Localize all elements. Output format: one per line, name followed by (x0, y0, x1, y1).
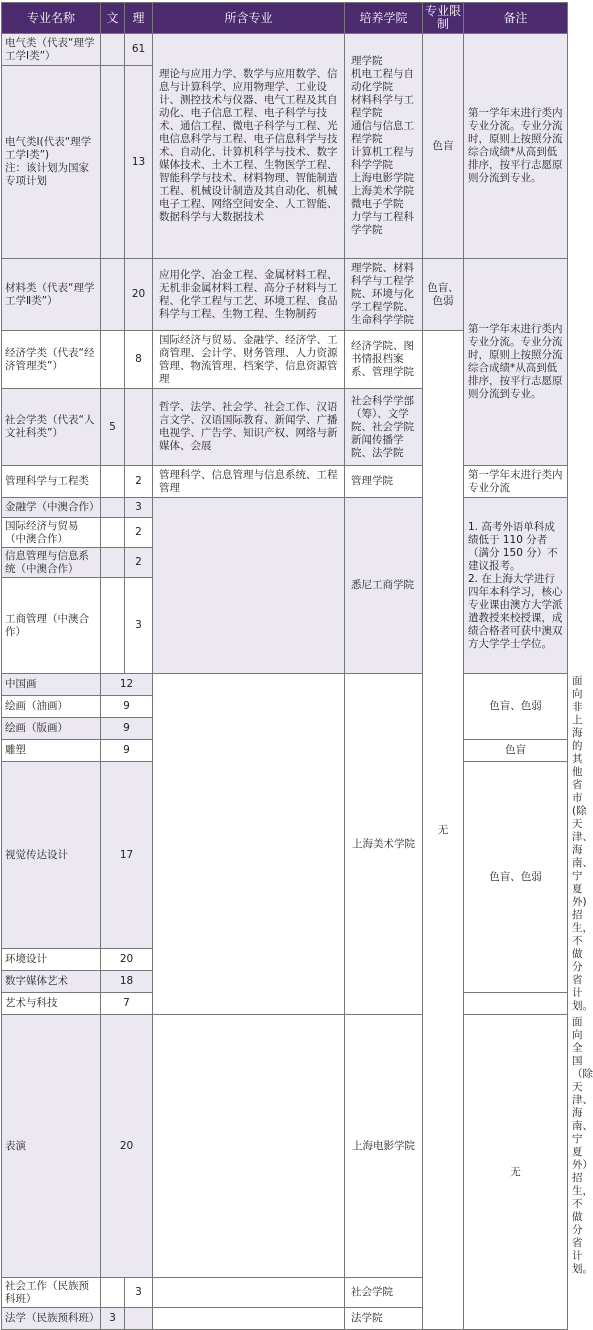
wen-count (101, 331, 125, 389)
major-name: 金融学（中澳合作） (2, 498, 101, 518)
li-count: 3 (125, 498, 153, 518)
restriction-cell: 无 (464, 1015, 568, 1330)
wen-count: 5 (101, 389, 125, 466)
majors-cell: 管理科学、信息管理与信息系统、工程管理 (153, 466, 345, 498)
wen-count: 3 (101, 1308, 125, 1330)
wen-count (101, 34, 125, 66)
major-name: 经济学类（代表“经济管理类”） (2, 331, 101, 389)
li-count: 2 (125, 548, 153, 578)
restriction-cell: 无 (423, 331, 464, 1330)
li-count: 8 (125, 331, 153, 389)
plan-count: 18 (101, 971, 153, 993)
restriction-cell: 色盲 (423, 34, 464, 259)
restriction-cell: 色盲、色弱 (464, 762, 568, 993)
plan-count: 9 (101, 740, 153, 762)
header-majors: 所含专业 (153, 3, 345, 34)
plan-count: 20 (101, 1015, 153, 1278)
major-name: 环境设计 (2, 949, 101, 971)
majors-cell: 理论与应用力学、数学与应用数学、信息与计算科学、应用物理学、工业设计、测控技术与仪器、电气工程及其自动化、电子信息工程、电子科学与技术、通信工程、微电子科学与工程、光电信息科学与工程、电子信息科学与技术、自动化、计算机科学与技术、数字媒体技术、土木工程、生物医学工程、智能科学与技术、材料物理、智能制造工程、机械设计制造及其自动化、机械电子工程、网络空间安全、人工智能、数据科学与大数据技术 (153, 34, 345, 259)
note-cell: 第一学年末进行类内专业分流。专业分流时，原则上按照分流综合成绩*从高到低排序，按平行志愿原则分流到专业。 (464, 259, 568, 466)
table-row (2, 259, 568, 331)
majors-cell: 应用化学、冶金工程、金属材料工程、无机非金属材料工程、高分子材料与工程、化学工程与工艺、环境工程、食品科学与工程、生物工程、生物制药 (153, 259, 345, 331)
college-cell: 法学院 (345, 1308, 423, 1330)
li-count: 3 (125, 1278, 153, 1308)
note-cell: 1. 高考外语单科成绩低于 110 分者（满分 150 分）不建议报考。 2. 在上海大学进行四年本科学习，核心专业课由澳方大学派遣教授来校授课，成绩合格者可获中澳双方大学学士学位。 (464, 498, 568, 674)
wen-count (101, 498, 125, 518)
major-name: 法学（民族预科班） (2, 1308, 101, 1330)
header-major-name: 专业名称 (2, 3, 101, 34)
major-name: 信息管理与信息系统（中澳合作） (2, 548, 101, 578)
major-name: 中国画 (2, 674, 101, 696)
major-name: 工商管理（中澳合作） (2, 578, 101, 674)
major-name: 社会学类（代表“人文社科类”） (2, 389, 101, 466)
header-wen: 文 (101, 3, 125, 34)
plan-count: 17 (101, 762, 153, 949)
college-cell: 经济学院、图书情报档案系、管理学院 (345, 331, 423, 389)
li-count (125, 389, 153, 466)
majors-cell (153, 1015, 345, 1278)
wen-count (101, 518, 125, 548)
wen-count (101, 1278, 125, 1308)
restriction-cell-empty (464, 993, 568, 1015)
wen-count (101, 578, 125, 674)
table-row: 中国画 12 上海美术学院 色盲、色弱 面向非上海的其他省市(除天津、海南、宁夏外)招生，不做分省计划。 (2, 674, 568, 696)
major-name: 国际经济与贸易（中澳合作） (2, 518, 101, 548)
majors-cell: 哲学、法学、社会学、社会工作、汉语言文学、汉语国际教育、新闻学、广播电视学、广告学、知识产权、网络与新媒体、会展 (153, 389, 345, 466)
header-row (2, 3, 568, 34)
college-cell: 理学院 机电工程与自动化学院 材料科学与工程学院 通信与信息工程学院 计算机工程与科学学院 上海电影学院 上海美术学院 微电子学院 力学与工程科学学院 (345, 34, 423, 259)
plan-count: 9 (101, 696, 153, 718)
plan-count: 9 (101, 718, 153, 740)
majors-cell (153, 1308, 345, 1330)
majors-cell (153, 1278, 345, 1308)
major-name: 电气类Ⅰ(代表“理学工学Ⅰ类”) 注：该计划为国家专项计划 (2, 66, 101, 259)
wen-count (101, 259, 125, 331)
major-name: 绘画（油画） (2, 696, 101, 718)
major-name: 电气类（代表“理学工学Ⅰ类”） (2, 34, 101, 66)
note-cell: 第一学年末进行类内专业分流。专业分流时，原则上按照分流综合成绩*从高到低排序，按平行志愿原则分流到专业。 (464, 34, 568, 259)
header-note: 备注 (464, 3, 568, 34)
plan-count: 20 (101, 949, 153, 971)
restriction-cell: 色盲、色弱 (464, 674, 568, 740)
college-cell: 社会学院 (345, 1278, 423, 1308)
enrollment-table (1, 2, 593, 1330)
major-name: 雕塑 (2, 740, 101, 762)
li-count: 61 (125, 34, 153, 66)
li-count: 20 (125, 259, 153, 331)
wen-count (101, 548, 125, 578)
college-cell: 理学院、材料科学与工程学院、环境与化学工程学院、生命科学学院 (345, 259, 423, 331)
table-row (2, 466, 568, 498)
major-name: 艺术与科技 (2, 993, 101, 1015)
major-name: 材料类（代表“理学工学Ⅱ类”） (2, 259, 101, 331)
header-college: 培养学院 (345, 3, 423, 34)
major-name: 视觉传达设计 (2, 762, 101, 949)
li-count: 2 (125, 466, 153, 498)
college-cell: 上海美术学院 (345, 674, 423, 1015)
table-row: 表演 20 上海电影学院 无 面向全国（除天津、海南、宁夏外）招生，不做分省计划。 (2, 1015, 568, 1278)
major-name: 表演 (2, 1015, 101, 1278)
header-restriction: 专业限制 (423, 3, 464, 34)
majors-cell (153, 674, 345, 1015)
major-name: 数字媒体艺术 (2, 971, 101, 993)
college-cell: 上海电影学院 (345, 1015, 423, 1278)
header-li: 理 (125, 3, 153, 34)
li-count: 2 (125, 518, 153, 548)
restriction-cell: 色盲 (464, 740, 568, 762)
major-name: 管理科学与工程类 (2, 466, 101, 498)
wen-count (101, 466, 125, 498)
note-cell: 第一学年末进行类内专业分流 (464, 466, 568, 498)
college-cell: 社会科学学部（筹）、文学院、社会学院新闻传播学院、法学院 (345, 389, 423, 466)
li-count: 13 (125, 66, 153, 259)
wen-count (101, 66, 125, 259)
li-count (125, 1308, 153, 1330)
major-name: 社会工作（民族预科班） (2, 1278, 101, 1308)
college-cell: 悉尼工商学院 (345, 498, 423, 674)
college-cell: 管理学院 (345, 466, 423, 498)
majors-cell: 国际经济与贸易、金融学、经济学、工商管理、会计学、财务管理、人力资源管理、物流管理、档案学、信息资源管理 (153, 331, 345, 389)
restriction-cell: 色盲、色弱 (423, 259, 464, 331)
majors-cell (153, 498, 345, 674)
plan-count: 7 (101, 993, 153, 1015)
plan-count: 12 (101, 674, 153, 696)
table-row (2, 34, 568, 66)
table-row (2, 498, 568, 518)
li-count: 3 (125, 578, 153, 674)
major-name: 绘画（版画） (2, 718, 101, 740)
